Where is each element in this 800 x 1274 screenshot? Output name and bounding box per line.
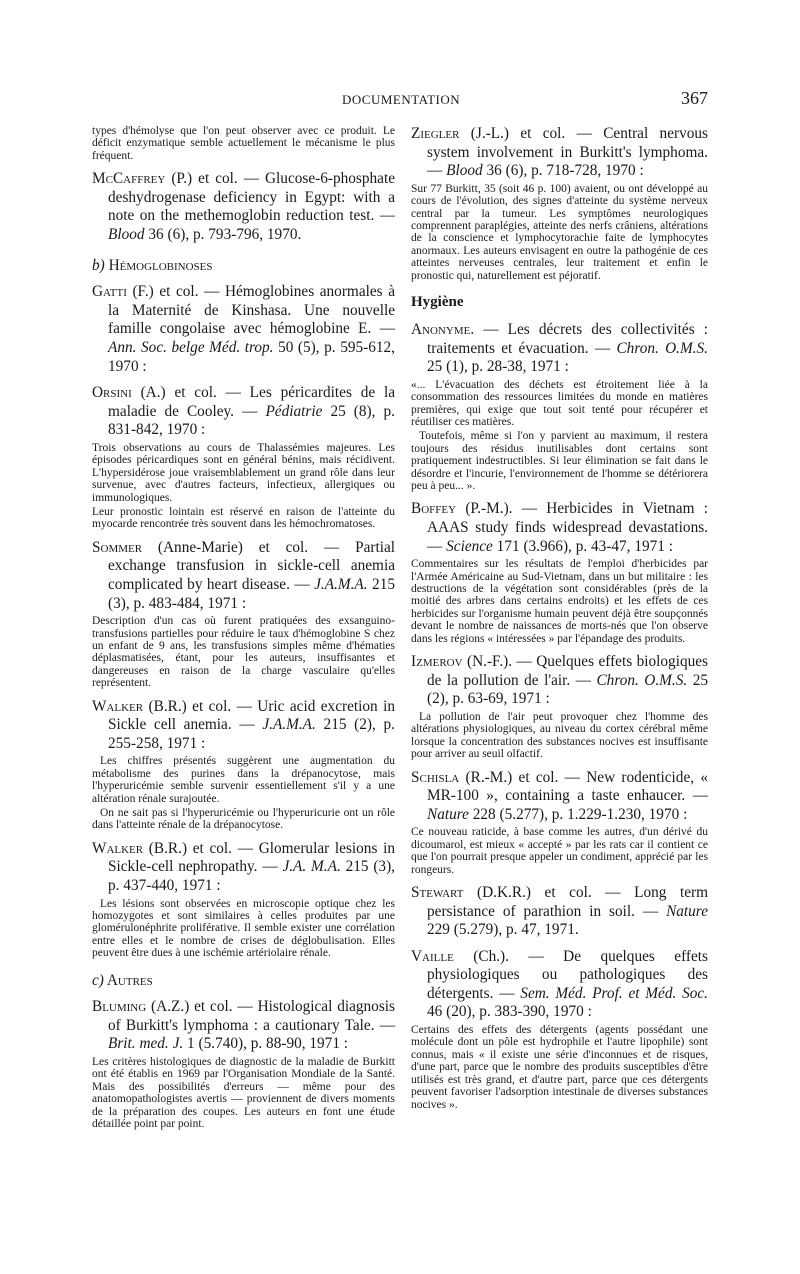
reference (411, 769, 708, 825)
journal: Chron. O.M.S. (596, 671, 688, 689)
reference (411, 500, 708, 556)
citation: 229 (5.279), p. 47, 1971. (427, 921, 579, 939)
abstract-note: On ne sait pas si l'hyperuricémie ou l'hyperuricurie ont un rôle dans l'atteinte rénale de la drépanocytose. (92, 807, 395, 832)
abstract-note: «... L'évacuation des déchets est étroitement liée à la consommation des ressources limitées du monde en matières premières, qui exige que tout soit tenté pour récupérer et réutiliser ces matières. (411, 378, 708, 429)
reference (92, 170, 395, 244)
author: Izmerov (411, 653, 463, 671)
section-heading-c: c) Autres (92, 971, 153, 989)
reference-title: (Ch.). — De quelques effets physiologiques ou pathologiques des détergents. — (427, 947, 708, 1002)
abstract-note: Certains des effets des détergents (agents possédant une molécule dont un pôle est hydrophile et l'autre lipophile) sont connus, mais « il existe une série d'inconnues et de risques, d'une part, parce que le nombre des produits susceptibles d'être utilisés est très grand, et d'autre part, parce que ces détergents peuvent favoriser l'adsorption intestinale de diverses substances nocives ». (411, 1024, 708, 1111)
reference-title: (J.-L.) et col. — Central nervous system involvement in Burkitt's lymphoma. — (427, 125, 708, 180)
reference (411, 884, 708, 940)
author: Gatti (92, 283, 127, 301)
bibliography-entry (92, 170, 395, 244)
left-column (92, 125, 395, 1138)
author: Vaille (411, 947, 454, 965)
citation: 215 (3), p. 483-484, 1971 : (108, 575, 395, 612)
author: Anonyme (411, 321, 471, 339)
page-header (92, 88, 708, 114)
bibliography-entry (411, 500, 708, 645)
citation: 215 (2), p. 255-258, 1971 : (108, 716, 395, 752)
citation: 228 (5.277), p. 1.229-1.230, 1970 : (468, 805, 688, 823)
abstract-note: Les chiffres présentés suggèrent une augmentation du métabolisme des purines dans la drépanocytose, mais l'hyperuricémie semble survenir essentiellement s'il y a une altération rénale surajoutée. (92, 755, 395, 805)
bibliography-entry (92, 539, 395, 690)
citation: 1 (5.740), p. 88-90, 1971 : (183, 1035, 349, 1053)
bibliography-entry (411, 884, 708, 940)
author: Bluming (92, 998, 147, 1016)
journal: Nature (666, 902, 708, 920)
journal: Pédiatrie (265, 402, 323, 420)
reference (411, 321, 708, 377)
journal: J.A. M.A. (282, 858, 341, 876)
bibliography-entry (92, 698, 395, 832)
reference-title: (P.-M.). — Herbicides in Vietnam : AAAS study finds widespread devastations. — (427, 500, 708, 555)
bibliography-entry (92, 998, 395, 1130)
journal: Blood (446, 162, 483, 180)
abstract-note: Sur 77 Burkitt, 35 (soit 46 p. 100) avaient, ou ont développé au cours de l'évolution, des signes d'atteinte du système nerveux central par la tumeur. Les symptômes neurologiques comprennent paraplégies, atteinte des nerfs crâniens, altérations de la conscience et lymphocytorachie faite de lymphocytes anormaux. Les auteurs envisagent en outre la pathogénie de ces atteintes nerveuses centrales, leur traitement et enfin le pronostic qui, naturellement est péjoratif. (411, 182, 708, 282)
running-title: DOCUMENTATION (342, 92, 461, 107)
abstract-note: Toutefois, même si l'on y parvient au maximum, il restera toujours des résidus inutilisables dont certains sont pratiquement indestructibles. Si leur élimination se fait dans le désordre et l'incurie, l'environnement de l'homme se détériorera peu à peu... ». (411, 430, 708, 493)
citation: 36 (6), p. 718-728, 1970 : (482, 162, 644, 180)
journal: J.A.M.A. (314, 575, 368, 593)
reference-title: (P.) et col. — Glucose-6-phosphate deshydrogenase deficiency in Egypt: with a note on the methemoglobin reduction test. — (108, 170, 395, 225)
reference (92, 998, 395, 1054)
reference-title: (F.) et col. — Hémoglobines anormales à la Maternité de Kinshasa. Une nouvelle famille congolaise avec hémoglobine E. — (108, 283, 395, 338)
bibliography-entry (411, 948, 708, 1111)
reference (411, 125, 708, 181)
author: Walker (92, 697, 144, 715)
journal: Ann. Soc. belge Méd. trop. (108, 338, 274, 356)
reference-title: . — Les décrets des collectivités : traitements et évacuation. — (427, 321, 708, 357)
author: Walker (92, 839, 144, 857)
reference-title: (A.Z.) et col. — Histological diagnosis of Burkitt's lymphoma : a cautionary Tale. — (108, 998, 395, 1034)
journal: Sem. Méd. Prof. et Méd. Soc. (520, 984, 708, 1002)
bibliography-entry (411, 125, 708, 282)
reference-title: (A.) et col. — Les péricardites de la maladie de Cooley. — (108, 384, 395, 420)
journal: Science (446, 537, 493, 555)
bibliography-entry (411, 321, 708, 492)
reference (92, 539, 395, 613)
journal: J.A.M.A. (262, 716, 316, 734)
citation: 25 (1), p. 28-38, 1971 : (427, 358, 569, 376)
journal: Blood (108, 226, 145, 243)
reference (92, 384, 395, 440)
section-heading-b: b) Hémoglobinoses (92, 256, 213, 274)
abstract-note: Trois observations au cours de Thalassémies majeures. Les épisodes péricardiques sont en général bénins, mais récidivent. L'hypersidérose joue vraisemblablement un grand rôle dans leur survenue, avec d'autres facteurs, infectieux, allergiques ou immunologiques. (92, 441, 395, 504)
author: Stewart (411, 883, 464, 901)
journal: Nature (427, 805, 469, 823)
bibliography-entry (411, 653, 708, 760)
reference (92, 840, 395, 896)
section-heading-hygiene: Hygiène (411, 294, 464, 311)
reference-title: (Anne-Marie) et col. — Partial exchange transfusion in sickle-cell anemia complicated by heart disease. — (108, 538, 395, 593)
page-number: 367 (681, 88, 708, 108)
continued-text: types d'hémolyse que l'on peut observer avec ce produit. Le déficit enzymatique semble actuellement le mécanisme le plus fréquent. (92, 125, 395, 162)
citation: 46 (20), p. 383-390, 1970 : (427, 1003, 592, 1021)
bibliography-entry (92, 840, 395, 960)
abstract-note: La pollution de l'air peut provoquer chez l'homme des altérations physiologiques, au niveau du cortex cérébral même lorsque la concentration des substances nocives est insuffisante pour arriver au seuil olfactif. (411, 710, 708, 761)
abstract-note: Description d'un cas où furent pratiquées des exsanguino-transfusions partielles pour réduire le taux d'hémoglobine S chez un enfant de 9 ans, les transfusions simples même d'hématies déplasmatisées, étant, pour les auteurs, insuffisantes et dangereuses en raison de la charge vasculaire qu'elles représentent. (92, 615, 395, 690)
citation: 50 (5), p. 595-612, 1970 : (108, 338, 395, 375)
abstract-note: Les critères histologiques de diagnostic de la maladie de Burkitt ont été établis en 1969 par l'Organisation Mondiale de la Santé. Mais des possibilités d'erreurs — même pour des anatomopathologistes avertis — proviennent de divers moments de la préparation des coupes. Les auteurs en font une étude détaillée point par point. (92, 1056, 395, 1131)
abstract-note: Leur pronostic lointain est réservé en raison de l'atteinte du myocarde rencontrée très souvent dans les hémochromatoses. (92, 505, 395, 531)
author: Sommer (92, 538, 143, 556)
reference-title: (B.R.) et col. — Uric acid excretion in Sickle cell anemia. — (108, 697, 395, 734)
reference (92, 283, 395, 376)
bibliography-entry (92, 283, 395, 376)
reference-title: (N.-F.). — Quelques effets biologiques de la pollution de l'air. — (427, 653, 708, 689)
reference (411, 948, 708, 1022)
abstract-note: Commentaires sur les résultats de l'emploi d'herbicides par l'Armée Américaine au Sud-Vietnam, dans un but militaire : les destructions de la végétation sont considérables (près de la moitié des arbres dans certains endroits) et les effets de ces herbicides sur l'organisme humain peuvent déjà être soupçonnés devant le nombre de naissances de morts-nés que l'on observe dans les régions « intéressées » par l'épandage des produits. (411, 558, 708, 645)
reference (411, 653, 708, 709)
author: Schisla (411, 768, 460, 786)
reference (92, 698, 395, 754)
author: McCaffrey (92, 170, 166, 188)
citation: 25 (8), p. 831-842, 1970 : (108, 402, 396, 439)
citation: 215 (3), p. 437-440, 1971 : (108, 858, 395, 894)
journal: Chron. O.M.S. (616, 339, 709, 357)
abstract-note: Les lésions sont observées en microscopie optique chez les homozygotes et sont similaires à celles produites par une glomérulonéphrite proliférative. Il semble exister une corrélation entre elles et le nombre de crises de déglobulisation. Elles peuvent être dues à une ischémie artériolaire rénale. (92, 897, 395, 960)
citation: 36 (6), p. 793-796, 1970. (144, 226, 302, 243)
bibliography-entry (92, 384, 395, 531)
author: Ziegler (411, 125, 460, 142)
citation: 25 (2), p. 63-69, 1971 : (427, 671, 708, 708)
reference-title: (D.K.R.) et col. — Long term persistance of parathion in soil. — (427, 883, 708, 920)
reference-title: (R.-M.) et col. — New rodenticide, « MR-100 », containing a taste enhaucer. — (427, 768, 708, 805)
citation: 171 (3.966), p. 43-47, 1971 : (492, 537, 673, 555)
abstract-note: Ce nouveau raticide, à base comme les autres, d'un dérivé du dicoumarol, est mieux « accepté » par les rats car il contient ce que l'on pourrait presque appeler un condiment, apprécié par les rongeurs. (411, 826, 708, 876)
bibliography-entry (411, 769, 708, 876)
journal: Brit. med. J. (108, 1035, 184, 1053)
author: Orsini (92, 384, 132, 402)
reference-title: (B.R.) et col. — Glomerular lesions in Sickle-cell nephropathy. — (108, 839, 395, 876)
author: Boffey (411, 500, 457, 518)
right-column (411, 125, 708, 1119)
